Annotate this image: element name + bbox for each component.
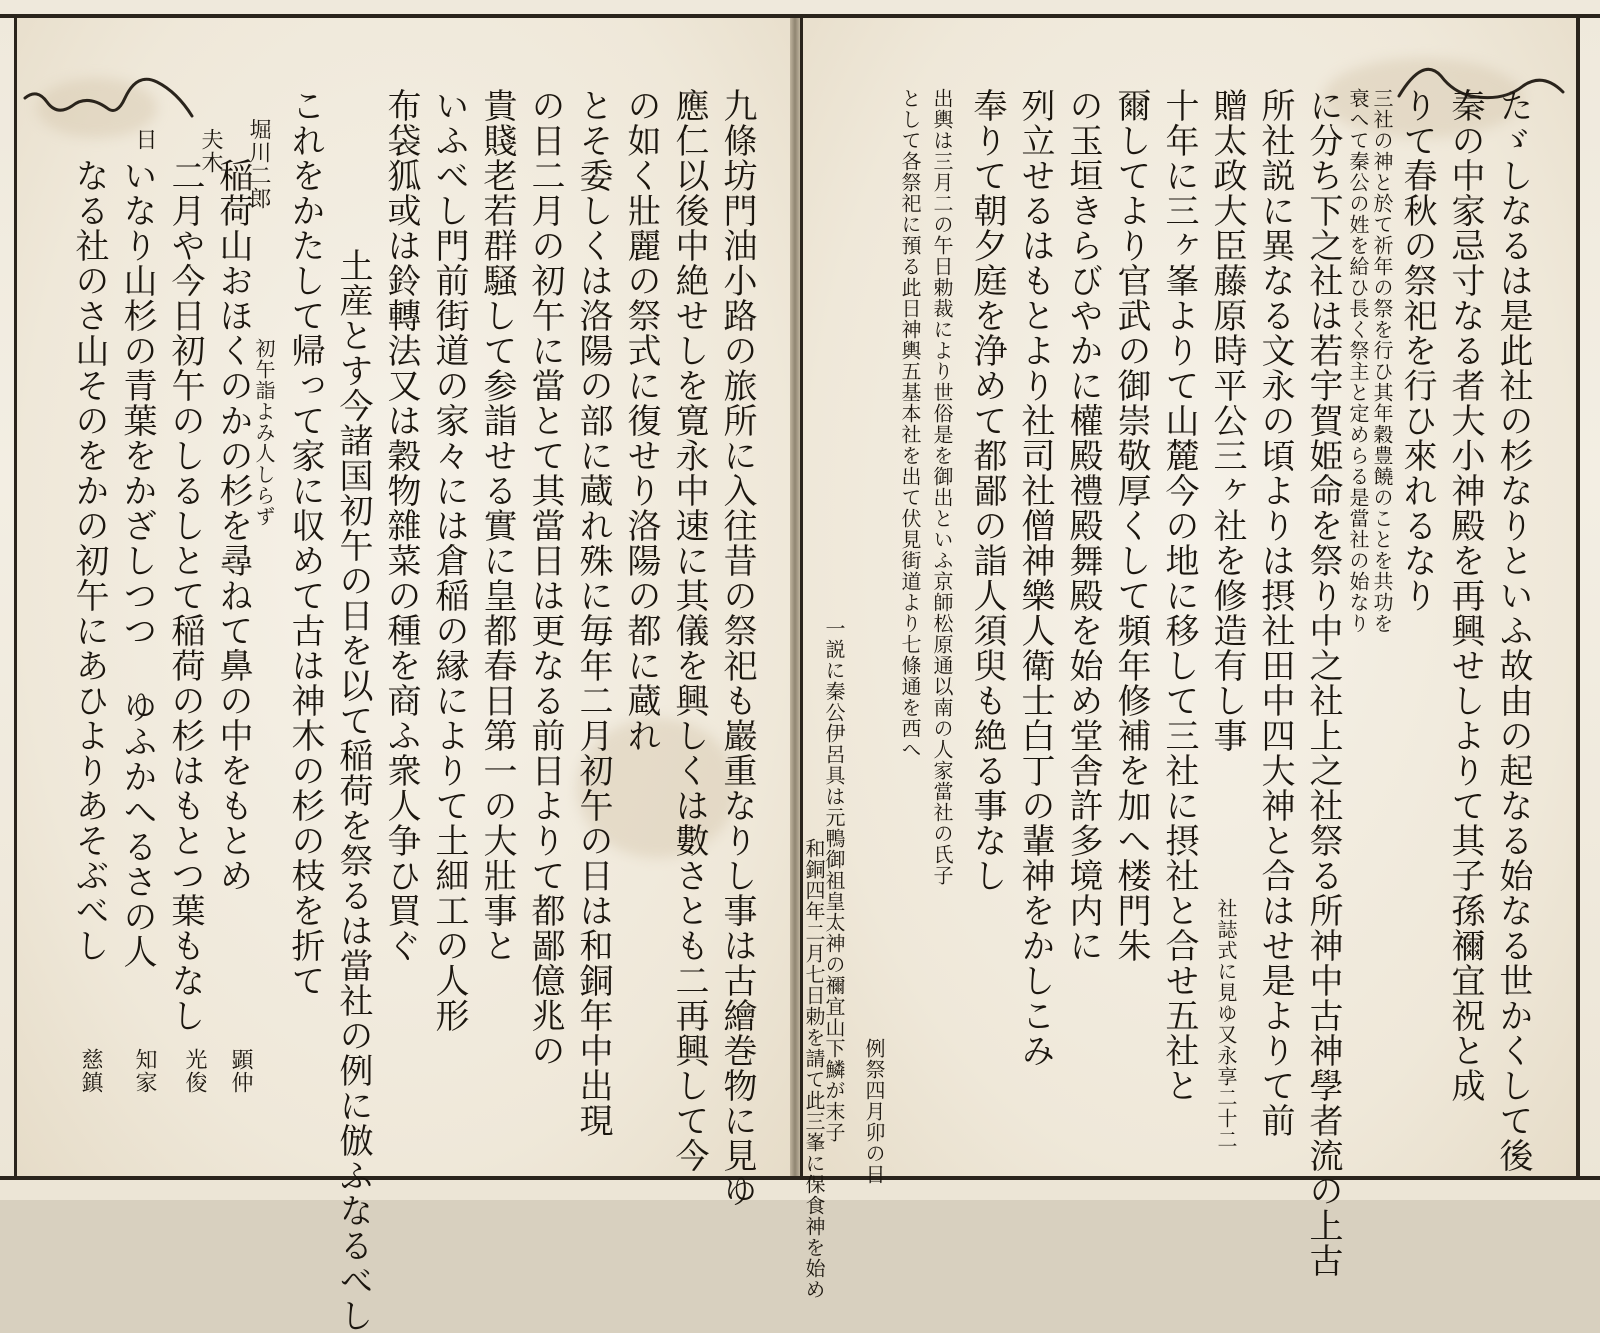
right-main-column-9: の玉垣きらびやかに權殿禮殿舞殿を始め堂舎許多境内に bbox=[1063, 88, 1103, 963]
right-main-column-7: 十年に三ヶ峯よりて山麓今の地に移して三社に摂社と合せ五社と bbox=[1159, 88, 1199, 1103]
left-page bbox=[14, 18, 796, 1333]
right-main-column-8: 爾してより官武の御崇敬厚くして頻年修補を加へ楼門朱 bbox=[1111, 88, 1151, 963]
inline-note: 一説に秦公伊呂具は元鴨御祖皇太神の禰宜山下鱗が末子 bbox=[822, 618, 846, 1143]
author-name: 知家 bbox=[132, 1048, 157, 1094]
right-main-column-1: たゞしなるは是此社の杉なりといふ故由の起なる始なる世かくして後 bbox=[1493, 88, 1533, 1173]
right-main-column-3: りて春秋の祭祀を行ひ來れるなり bbox=[1397, 88, 1437, 613]
bottom-rule bbox=[0, 1176, 1600, 1180]
author-source: 日 bbox=[132, 128, 157, 151]
author-name: 光俊 bbox=[182, 1048, 207, 1094]
right-note-column-1: 三社の神と於て祈年の祭を行ひ其年穀豊饒のことを共功を bbox=[1370, 88, 1394, 634]
poem-2: 二月や今日初午のしるしとて稲荷の杉はもとつ葉もなし bbox=[165, 158, 205, 1033]
left-main-column-10: これをかたして帰って家に収めて古は神木の杉の枝を折て bbox=[285, 88, 325, 998]
inline-note: 社誌式に見ゆ又永享二十二 bbox=[1214, 898, 1238, 1150]
poem-1: 稲荷山おほくのかの杉を尋ねて鼻の中をもとめ bbox=[213, 158, 253, 893]
inline-note: 和銅四年二月七日勅を請て此三峯に保食神を始め bbox=[802, 838, 826, 1300]
poem-3: いなり山杉の青葉をかざしつつ ゆふかへるさの人 bbox=[117, 158, 157, 969]
left-main-column-1: 九條坊門油小路の旅所に入往昔の祭祀も巖重なりし事は古繪巻物に見ゆ bbox=[717, 88, 757, 1208]
left-main-column-6: 貴賤老若群騒して参詣せる實に皇都春日第一の大壯事と bbox=[477, 88, 517, 963]
right-page bbox=[800, 18, 1580, 1300]
poem-4: なる社のさ山そのをかの初午にあひよりあそぶべし bbox=[69, 158, 109, 963]
right-note-column-4: として各祭祀に預る此日神輿五基本社を出て伏見街道より七條通を西へ bbox=[898, 88, 922, 760]
left-main-column-4: とそ委しくは洛陽の部に蔵れ殊に毎年二月初午の日は和銅年中出現 bbox=[573, 88, 613, 1138]
left-main-column-5: の日二月の初午に當とて其當日は更なる前日よりて都鄙億兆の bbox=[525, 88, 565, 1068]
right-main-column-4: に分ち下之社は若宇賀姫命を祭り中之社上之社祭る所神中古神學者流の上古 bbox=[1303, 88, 1343, 1278]
right-note-column-3: 出輿は三月二の午日勅裁により世俗是を御出といふ京師松原通以南の人家當社の氏子 bbox=[930, 88, 954, 886]
left-main-column-7: いふべし門前街道の家々には倉稲の縁によりて土細工の人形 bbox=[429, 88, 469, 1033]
right-note-column-2: 衰へて秦公の姓を給ひ長く祭主と定めらる是當社の始なり bbox=[1346, 88, 1370, 634]
right-main-column-5: 所社説に異なる文永の頃よりは摂社田中四大神と合はせ是よりて前 bbox=[1255, 88, 1295, 1138]
author-name: 慈鎮 bbox=[78, 1048, 103, 1094]
right-main-column-10: 列立せるはもとより社司社僧神樂人衛士白丁の輩神をかしこみ bbox=[1015, 88, 1055, 1068]
author-source: 夫木 bbox=[198, 128, 223, 174]
poem-heading: 初午詣よみ人しらず bbox=[252, 338, 276, 527]
mountain-mark-icon bbox=[17, 58, 207, 128]
author-name: 顕仲 bbox=[228, 1048, 253, 1094]
left-main-column-8: 布袋狐或は鈴轉法又は穀物雜菜の種を商ふ衆人争ひ買ぐ bbox=[381, 88, 421, 963]
right-main-column-6: 贈太政大臣藤原時平公三ヶ社を修造有し事 bbox=[1207, 88, 1247, 753]
book-gutter bbox=[790, 18, 800, 1176]
left-main-column-9: 土産とす今諸国初午の日を以て稲荷を祭るは當社の例に倣ふなるべし bbox=[333, 248, 373, 1333]
right-main-column-11: 奉りて朝夕庭を浄めて都鄙の詣人須臾も絶る事なし bbox=[967, 88, 1007, 893]
right-main-column-2: 秦の中家忌寸なる者大小神殿を再興せしよりて其子孫禰宜祝と成 bbox=[1445, 88, 1485, 1103]
inline-note: 例祭四月卯の日 bbox=[862, 1038, 886, 1185]
left-main-column-3: の如く壯麗の祭式に復せり洛陽の都に蔵れ bbox=[621, 88, 661, 753]
author-source: 堀川二郎 bbox=[246, 118, 271, 210]
left-main-column-2: 應仁以後中絶せしを寛永中速に其儀を興しくは數さとも二再興して今 bbox=[669, 88, 709, 1173]
